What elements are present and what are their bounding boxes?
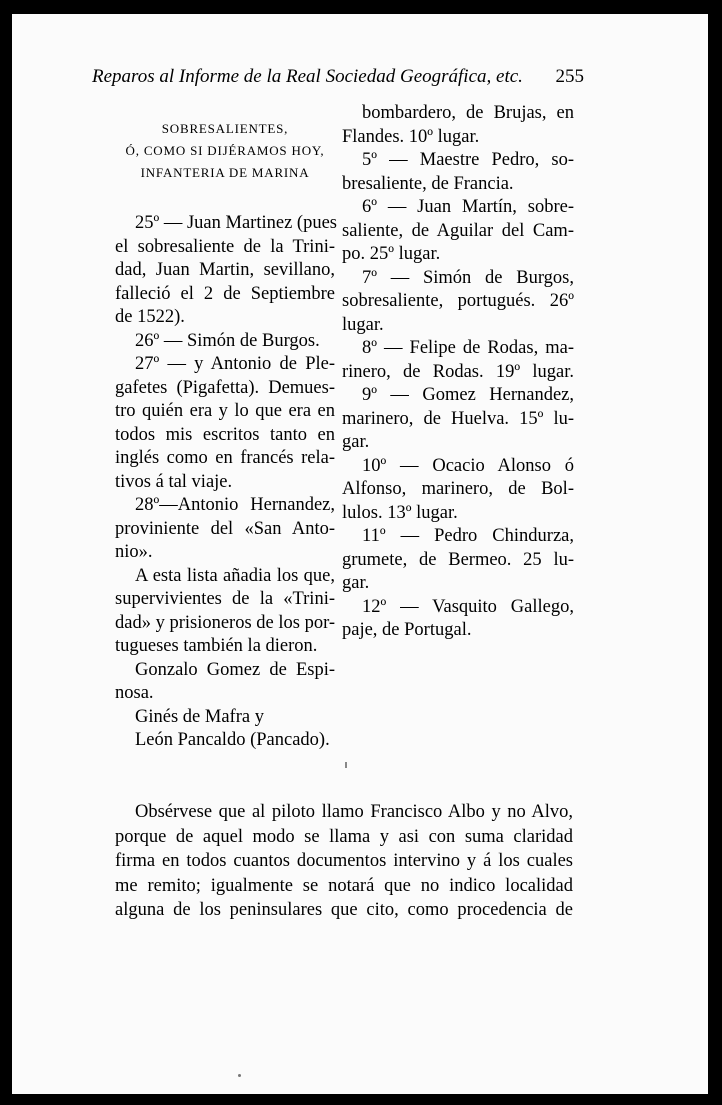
closing-paragraph <box>115 800 573 923</box>
text-line: gafetes (Pigafetta). Demues- <box>115 377 335 398</box>
text-line: 11º — Pedro Chindurza, <box>362 526 574 546</box>
text-line: el sobresaliente de la Trini- <box>115 236 335 257</box>
text-line: firma en todos cuantos documentos intervino y á los cuales <box>115 851 573 871</box>
text-line: lugar. <box>342 314 384 335</box>
text-line: rinero, de Rodas. 19º lugar. <box>342 361 574 382</box>
text-line: 26º — Simón de Burgos. <box>135 330 320 351</box>
print-speck <box>238 1074 241 1077</box>
heading-line: Ó, COMO SI DIJÉRAMOS HOY, <box>125 143 325 158</box>
text-line: 7º — Simón de Burgos, <box>362 267 574 288</box>
text-line: tivos á tal viaje. <box>115 471 233 492</box>
text-line: tugueses también la dieron. <box>115 636 318 656</box>
header-title: Reparos al Informe de la Real Sociedad Geográfica, etc. <box>92 66 523 87</box>
right-column-text <box>342 102 574 643</box>
text-line: Gonzalo Gomez de Espi- <box>135 659 335 680</box>
running-header <box>92 66 584 94</box>
text-line: grumete, de Bermeo. 25 lu- <box>342 549 574 570</box>
text-line: 25º — Juan Martinez (pues <box>135 213 337 233</box>
text-line: Ginés de Mafra y <box>135 706 264 727</box>
text-line: Obsérvese que al piloto llamo Francisco Albo y no Alvo, <box>135 802 573 822</box>
text-line: gar. <box>342 573 370 593</box>
text-line: inglés como en francés rela- <box>115 448 335 468</box>
text-line: alguna de los peninsulares que cito, como procedencia de <box>115 900 573 920</box>
text-line: Alfonso, marinero, de Bol- <box>342 479 574 499</box>
text-line: sobresaliente, portugués. 26º <box>342 291 574 311</box>
heading-line: SOBRESALIENTES, <box>161 121 289 136</box>
paragraph-text <box>115 800 573 923</box>
text-line: todos mis escritos tanto en <box>115 424 335 445</box>
text-line: 12º — Vasquito Gallego, <box>362 596 574 617</box>
section-heading <box>115 118 335 184</box>
text-line: dad» y prisioneros de los por- <box>115 612 336 633</box>
text-line: po. 25º lugar. <box>342 244 441 264</box>
text-line: supervivientes de la «Trini- <box>115 589 335 609</box>
text-line: paje, de Portugal. <box>342 620 472 640</box>
text-line: gar. <box>342 432 370 452</box>
text-line: León Pancaldo (Pancado). <box>135 730 330 750</box>
text-line: 27º — y Antonio de Ple- <box>135 354 335 374</box>
text-line: porque de aquel modo se llama y asi con suma claridad <box>115 826 573 847</box>
left-column-text <box>115 212 335 753</box>
text-line: de 1522). <box>115 307 185 327</box>
text-line: 9º — Gomez Hernandez, <box>362 385 574 405</box>
text-line: 6º — Juan Martín, sobre- <box>362 197 574 217</box>
page-number: 255 <box>555 66 584 87</box>
text-line: tro quién era y lo que era en <box>115 401 335 421</box>
book-page <box>12 14 708 1094</box>
text-line: saliente, de Aguilar del Cam- <box>342 220 574 241</box>
text-line: 28º—Antonio Hernandez, <box>135 495 335 515</box>
text-line: proviniente del «San Anto- <box>115 518 335 539</box>
text-line: nosa. <box>115 683 154 703</box>
text-line: nio». <box>115 542 153 562</box>
text-line: falleció el 2 de Septiembre <box>115 283 335 304</box>
print-mark <box>345 762 347 768</box>
text-line: lulos. 13º lugar. <box>342 502 458 523</box>
right-column <box>342 102 574 643</box>
text-line: 10º — Ocacio Alonso ó <box>362 455 574 476</box>
text-line: marinero, de Huelva. 15º lu- <box>342 408 574 429</box>
text-line: A esta lista añadia los que, <box>135 565 335 586</box>
text-line: Flandes. 10º lugar. <box>342 126 480 147</box>
text-line: me remito; igualmente se notará que no indico localidad <box>115 875 573 896</box>
text-line: bombardero, de Brujas, en <box>362 103 574 123</box>
text-line: dad, Juan Martin, sevillano, <box>115 260 335 280</box>
text-line: 5º — Maestre Pedro, so- <box>362 150 574 170</box>
left-column <box>115 118 335 753</box>
text-line: bresaliente, de Francia. <box>342 173 514 194</box>
heading-line: INFANTERIA DE MARINA <box>140 165 310 180</box>
text-line: 8º — Felipe de Rodas, ma- <box>362 338 574 358</box>
